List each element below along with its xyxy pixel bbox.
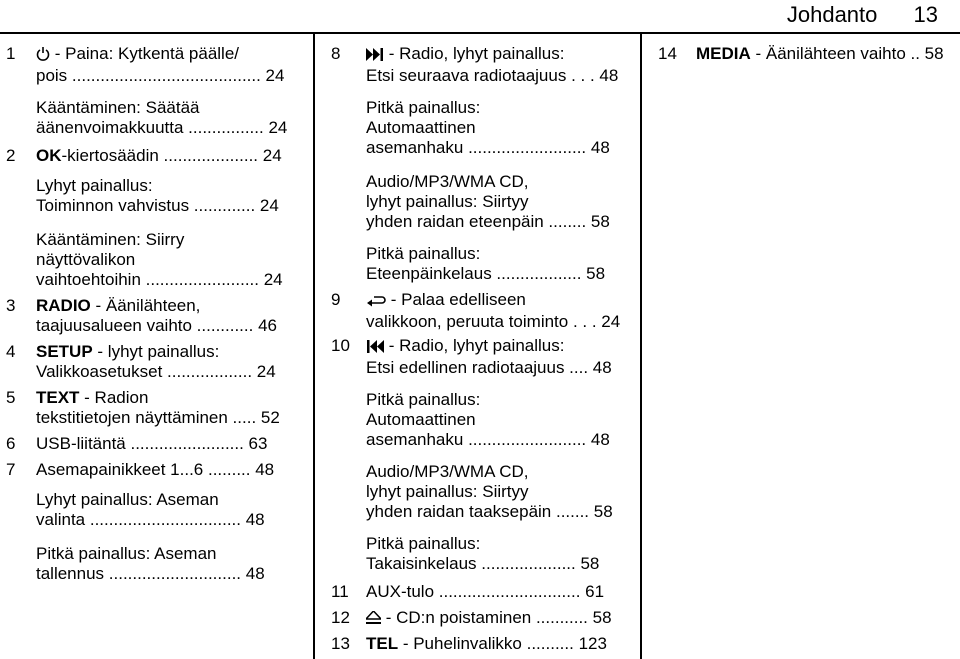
entry-text: Etsi seuraava radiotaajuus . . . 48 — [366, 66, 619, 85]
entry-text: äänenvoimakkuutta ................ 24 — [36, 118, 288, 137]
index-entry-continuation — [36, 316, 277, 336]
item-number: 8 — [331, 44, 341, 63]
index-entry — [36, 460, 274, 480]
entry-text: näyttövalikon — [36, 250, 136, 269]
item-number: 1 — [6, 44, 16, 63]
entry-text: AUX-tulo .............................. 61 — [366, 582, 605, 601]
index-entry-continuation — [366, 212, 610, 232]
index-entry — [366, 608, 612, 630]
index-entry-continuation — [36, 544, 217, 564]
entry-text: -kiertosäädin .................... 24 — [61, 146, 282, 165]
entry-text: asemanhaku ......................... 48 — [366, 430, 610, 449]
index-entry-continuation — [366, 264, 605, 284]
entry-text: Takaisinkelaus .................... 58 — [366, 554, 600, 573]
index-entry-continuation — [36, 66, 284, 86]
page-header — [787, 0, 938, 30]
entry-text: - Palaa edelliseen — [386, 290, 526, 309]
entry-text: yhden raidan eteenpäin ........ 58 — [366, 212, 610, 231]
entry-text: Lyhyt painallus: Aseman — [36, 490, 219, 509]
entry-text: lyhyt painallus: Siirtyy — [366, 192, 529, 211]
index-entry-continuation — [366, 312, 620, 332]
item-number: 2 — [6, 146, 16, 165]
index-entry-continuation — [36, 510, 265, 530]
index-entry-continuation — [366, 172, 529, 192]
item-number: 11 — [331, 582, 349, 601]
button-label: MEDIA — [696, 44, 751, 63]
index-entry — [366, 336, 564, 358]
entry-text: yhden raidan taaksepäin ....... 58 — [366, 502, 613, 521]
index-entry-continuation — [366, 244, 480, 264]
next-track-icon — [366, 46, 384, 66]
column-divider — [313, 34, 315, 659]
item-number: 14 — [658, 44, 677, 63]
entry-text: - Radio, lyhyt painallus: — [384, 44, 565, 63]
entry-text: Eteenpäinkelaus .................. 58 — [366, 264, 606, 283]
entry-text: vaihtoehtoihin ........................ 24 — [36, 270, 283, 289]
entry-text: lyhyt painallus: Siirtyy — [366, 482, 529, 501]
index-entry-continuation — [36, 564, 265, 584]
index-entry-continuation — [36, 230, 184, 250]
item-number: 4 — [6, 342, 16, 361]
item-number: 7 — [6, 460, 16, 479]
index-entry-continuation — [366, 462, 529, 482]
item-number: 9 — [331, 290, 341, 309]
entry-text: Toiminnon vahvistus ............. 24 — [36, 196, 279, 215]
item-number: 12 — [331, 608, 350, 627]
section-title: Johdanto — [786, 2, 878, 27]
entry-text: Pitkä painallus: — [366, 244, 481, 263]
index-entry-continuation — [366, 358, 612, 378]
index-entry-continuation — [36, 250, 135, 270]
entry-text: Audio/MP3/WMA CD, — [366, 462, 529, 481]
entry-text: valikkoon, peruuta toiminto . . . 24 — [366, 312, 621, 331]
entry-text: - Äänilähteen, — [90, 296, 201, 315]
entry-text: - Paina: Kytkentä päälle/ — [50, 44, 240, 63]
entry-text: - Radion — [79, 388, 149, 407]
entry-text: - lyhyt painallus: — [92, 342, 220, 361]
entry-text: - Äänilähteen vaihto .. 58 — [750, 44, 944, 63]
entry-text: Pitkä painallus: — [366, 390, 481, 409]
button-label: RADIO — [36, 296, 91, 315]
entry-text: tallennus ............................ 48 — [36, 564, 265, 583]
index-entry — [36, 388, 148, 408]
index-entry — [36, 342, 219, 362]
button-label: TEXT — [36, 388, 80, 407]
index-entry-continuation — [366, 482, 529, 502]
index-entry — [36, 296, 200, 316]
index-entry — [36, 434, 267, 454]
index-entry — [366, 290, 526, 312]
item-number: 5 — [6, 388, 16, 407]
back-icon — [366, 292, 386, 312]
entry-text: Pitkä painallus: Aseman — [36, 544, 217, 563]
index-entry-continuation — [36, 176, 153, 196]
index-entry-continuation — [366, 98, 480, 118]
button-label: TEL — [366, 634, 399, 653]
index-entry-continuation — [366, 66, 618, 86]
entry-text: Lyhyt painallus: — [36, 176, 153, 195]
prev-track-icon — [366, 338, 384, 358]
index-entry-continuation — [366, 534, 480, 554]
index-entry-continuation — [36, 98, 200, 118]
eject-icon — [366, 610, 381, 630]
index-entry-continuation — [366, 554, 599, 574]
column-divider — [640, 34, 642, 659]
button-label: OK — [36, 146, 62, 165]
button-label: SETUP — [36, 342, 93, 361]
entry-text: - Puhelinvalikko .......... 123 — [398, 634, 607, 653]
header-rule — [0, 32, 960, 34]
entry-text: - CD:n poistaminen ........... 58 — [381, 608, 612, 627]
entry-text: Audio/MP3/WMA CD, — [366, 172, 529, 191]
item-number: 10 — [331, 336, 350, 355]
entry-text: Asemapainikkeet 1...6 ......... 48 — [36, 460, 275, 479]
entry-text: USB-liitäntä ........................ 63 — [36, 434, 268, 453]
power-icon — [36, 46, 50, 66]
index-entry-continuation — [36, 490, 219, 510]
index-entry — [366, 44, 564, 66]
index-entry-continuation — [366, 138, 610, 158]
item-number: 6 — [6, 434, 16, 453]
entry-text: Automaattinen — [366, 118, 476, 137]
entry-text: taajuusalueen vaihto ............ 46 — [36, 316, 277, 335]
entry-text: Kääntäminen: Säätää — [36, 98, 200, 117]
entry-text: Automaattinen — [366, 410, 476, 429]
entry-text: Pitkä painallus: — [366, 534, 481, 553]
index-entry-continuation — [366, 410, 476, 430]
entry-text: Pitkä painallus: — [366, 98, 481, 117]
index-entry — [36, 146, 282, 166]
item-number: 3 — [6, 296, 16, 315]
index-entry — [696, 44, 944, 64]
item-number: 13 — [331, 634, 350, 653]
index-entry — [36, 44, 239, 66]
entry-text: - Radio, lyhyt painallus: — [384, 336, 565, 355]
index-entry-continuation — [366, 502, 613, 522]
entry-text: asemanhaku ......................... 48 — [366, 138, 610, 157]
page-number: 13 — [913, 2, 938, 27]
index-entry-continuation — [36, 270, 283, 290]
index-entry — [366, 634, 607, 654]
entry-text: tekstitietojen näyttäminen ..... 52 — [36, 408, 280, 427]
index-entry-continuation — [36, 196, 279, 216]
entry-text: valinta ................................ 48 — [36, 510, 265, 529]
index-entry-continuation — [36, 362, 276, 382]
index-entry — [366, 582, 604, 602]
index-entry-continuation — [366, 118, 476, 138]
entry-text: Etsi edellinen radiotaajuus .... 48 — [366, 358, 612, 377]
entry-text: Kääntäminen: Siirry — [36, 230, 185, 249]
index-entry-continuation — [366, 192, 529, 212]
index-entry-continuation — [36, 408, 280, 428]
index-entry-continuation — [36, 118, 287, 138]
index-entry-continuation — [366, 430, 610, 450]
entry-text: pois ........................................ 24 — [36, 66, 285, 85]
entry-text: Valikkoasetukset .................. 24 — [36, 362, 276, 381]
index-entry-continuation — [366, 390, 480, 410]
